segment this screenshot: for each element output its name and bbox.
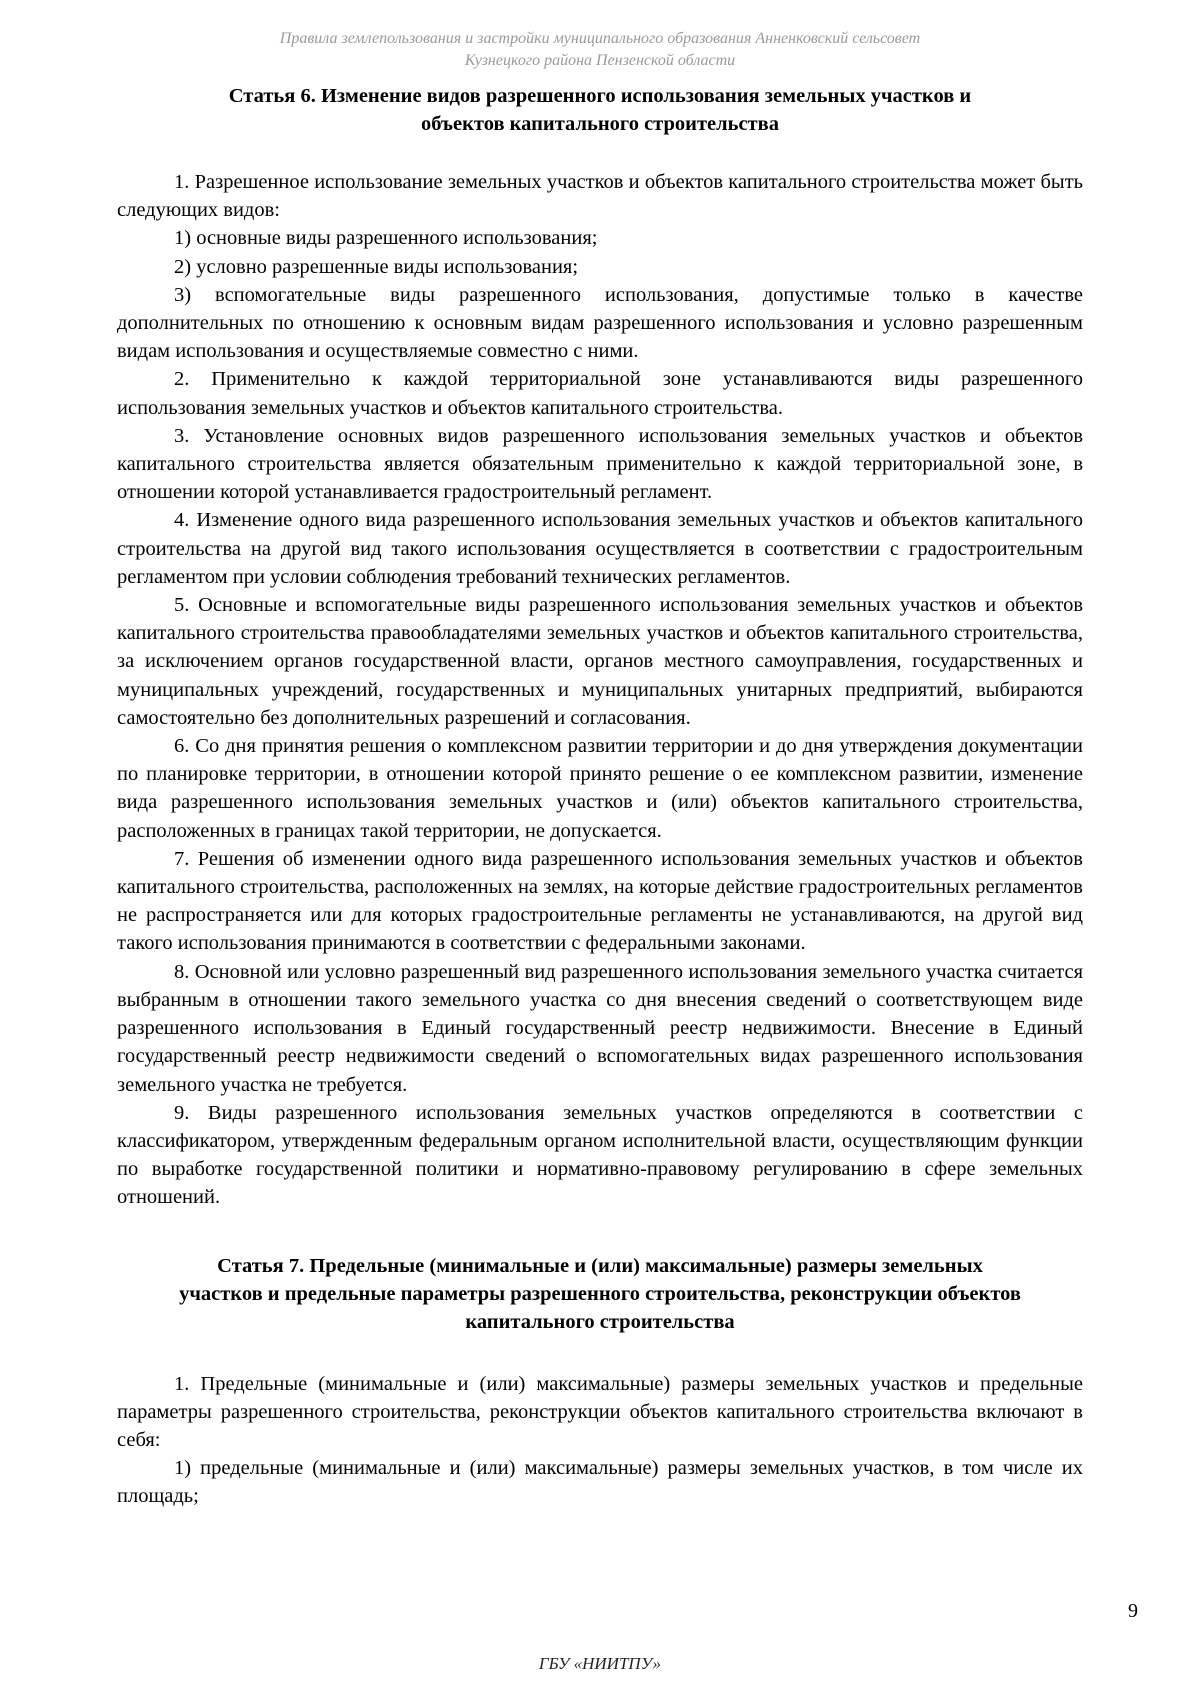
article-6-paragraph: 2. Применительно к каждой территориальной зоне устанавливаются виды разрешенного использования земельных участков и объектов капитального строительства. [117, 368, 1083, 419]
page-number: 9 [1128, 1600, 1138, 1622]
running-header-line1: Правила землепользования и застройки муниципального образования Анненковский сельсовет [279, 30, 921, 47]
article-6-paragraph: 7. Решения об изменении одного вида разрешенного использования земельных участков и объектов капитального строительства, расположенных на землях, на которые действие градостроительных регламентов не распространяется или для которых градостроительные регламенты не устанавливаются, на другой вид такого использования принимаются в соответствии с федеральными законами. [117, 847, 1083, 955]
article-6-paragraph: 9. Виды разрешенного использования земельных участков определяются в соответствии с классификатором, утвержденным федеральным органом исполнительной власти, осуществляющим функции по выработке государственной политики и нормативно-правовому регулированию в сфере земельных отношений. [117, 1101, 1083, 1209]
article-6-paragraph: 3. Установление основных видов разрешенного использования земельных участков и объектов капитального строительства является обязательным применительно к каждой территориальной зоне, в отношении которой устанавливается градостроительный регламент. [117, 424, 1083, 504]
article-6-paragraph: 3) вспомогательные виды разрешенного использования, допустимые только в качестве дополнительных по отношению к основным видам разрешенного использования и условно разрешенным видам использования и осуществляемые совместно с ними. [117, 283, 1083, 363]
article-6-paragraph: 4. Изменение одного вида разрешенного использования земельных участков и объектов капитального строительства на другой вид такого использования осуществляется в соответствии с градостроительным регламентом при условии соблюдения требований технических регламентов. [117, 509, 1083, 588]
article-7-body [117, 1370, 1083, 1511]
article-7-title-line2: участков и предельные параметры разрешенного строительства, реконструкции объектов [179, 1282, 1021, 1305]
article-7-paragraph: 1) предельные (минимальные и (или) максимальные) размеры земельных участков, в том числе их площадь; [117, 1457, 1083, 1508]
article-6-paragraph: 8. Основной или условно разрешенный вид разрешенного использования земельного участка считается выбранным в отношении такого земельного участка со дня внесения сведений о соответствующем виде разрешенного использования в Единый государственный реестр недвижимости. Внесение в Единый государственный реестр недвижимости сведений о вспомогательных видах разрешенного использования земельного участка не требуется. [117, 960, 1083, 1096]
article-6-paragraph: 2) условно разрешенные виды использования; [174, 255, 579, 278]
running-footer: ГБУ «НИИТПУ» [538, 1654, 662, 1673]
article-6-title-line2: объектов капитального строительства [421, 113, 779, 135]
article-6-title [117, 82, 1083, 138]
article-7-paragraph: 1. Предельные (минимальные и (или) максимальные) размеры земельных участков и предельные параметры разрешенного строительства, реконструкции объектов капитального строительства включают в себя: [117, 1372, 1083, 1451]
article-7-title [117, 1252, 1083, 1336]
article-7-title-line1: Статья 7. Предельные (минимальные и (или) максимальные) размеры земельных [217, 1254, 983, 1277]
article-6-paragraph: 1) основные виды разрешенного использования; [174, 227, 598, 250]
page-content [117, 82, 1083, 1511]
article-6-body [117, 168, 1083, 1212]
article-6-paragraph: 5. Основные и вспомогательные виды разрешенного использования земельных участков и объектов капитального строительства правообладателями земельных участков и объектов капитального строительства, за исключением органов государственной власти, органов местного самоуправления, государственных и муниципальных учреждений, государственных и муниципальных унитарных предприятий, выбираются самостоятельно без дополнительных разрешений и согласования. [117, 594, 1083, 729]
running-header-line2: Кузнецкого района Пензенской области [464, 52, 736, 69]
running-header [0, 28, 1200, 72]
article-6-paragraph: 1. Разрешенное использование земельных участков и объектов капитального строительства может быть следующих видов: [117, 171, 1083, 222]
article-6-title-line1: Статья 6. Изменение видов разрешенного использования земельных участков и [228, 85, 972, 107]
article-6-paragraph: 6. Со дня принятия решения о комплексном развитии территории и до дня утверждения документации по планировке территории, в отношении которой принято решение о ее комплексном развитии, изменение вида разрешенного использования земельных участков и (или) объектов капитального строительства, расположенных в границах такой территории, не допускается. [117, 735, 1083, 842]
article-7-title-line3: капитального строительства [465, 1310, 735, 1333]
